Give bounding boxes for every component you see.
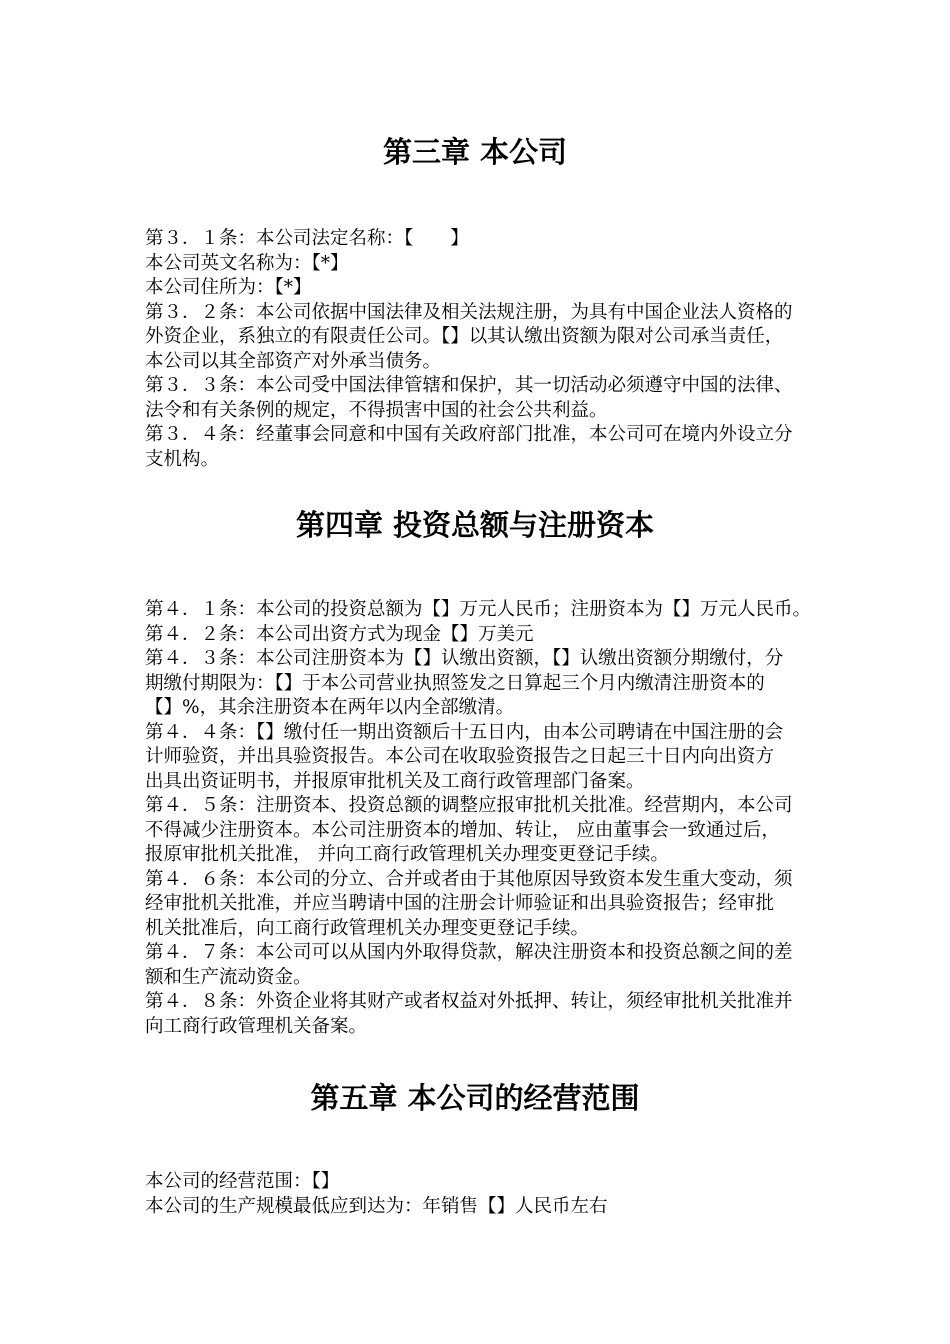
text-line: 支机构。 xyxy=(145,448,220,470)
text-line: 本公司的经营范围：【】 xyxy=(145,1171,340,1192)
text-line: 第４．１条：本公司的投资总额为【】万元人民币；注册资本为【】万元人民币。 xyxy=(145,599,812,620)
text-line: 期缴付期限为：【】于本公司营业执照签发之日算起三个月内缴清注册资本的 xyxy=(145,672,765,694)
text-line: 第３．１条：本公司法定名称：【 】 xyxy=(145,228,469,249)
text-line: 出具出资证明书，并报原审批机关及工商行政管理部门备案。 xyxy=(145,770,645,792)
text-line: 向工商行政管理机关备案。 xyxy=(145,1015,368,1037)
text-line: 第４．７条：本公司可以从国内外取得贷款，解决注册资本和投资总额之间的差 xyxy=(145,942,793,963)
text-line: 额和生产流动资金。 xyxy=(145,966,312,988)
chapter-3-body xyxy=(145,227,820,472)
text-line: 本公司的生产规模最低应到达为：年销售【】人民币左右 xyxy=(145,1195,608,1217)
text-line: 第４．６条：本公司的分立、合并或者由于其他原因导致资本发生重大变动，须 xyxy=(145,868,793,890)
chapter-4-title: 第四章 投资总额与注册资本 xyxy=(295,508,655,542)
chapter-5-body xyxy=(145,1170,820,1219)
text-line: 第３．４条：经董事会同意和中国有关政府部门批准，本公司可在境内外设立分 xyxy=(145,424,793,445)
text-line: 第４．５条：注册资本、投资总额的调整应报审批机关批准。经营期内，本公司 xyxy=(145,795,793,816)
text-line: 第４．２条：本公司出资方式为现金【】万美元 xyxy=(145,623,534,645)
text-line: 第４．８条：外资企业将其财产或者权益对外抵押、转让，须经审批机关批准并 xyxy=(145,991,793,1012)
text-line: 法令和有关条例的规定，不得损害中国的社会公共利益。 xyxy=(145,399,608,421)
text-line: 本公司英文名称为：【*】 xyxy=(145,252,349,274)
text-line: 报原审批机关批准， 并向工商行政管理机关办理变更登记手续。 xyxy=(145,844,669,865)
text-line: 计师验资，并出具验资报告。本公司在收取验资报告之日起三十日内向出资方 xyxy=(145,746,775,767)
text-line: 不得减少注册资本。本公司注册资本的增加、转让， 应由董事会一致通过后， xyxy=(145,819,780,841)
text-line: 经审批机关批准，并应当聘请中国的注册会计师验证和出具验资报告；经审批 xyxy=(145,893,775,914)
chapter-5-title: 第五章 本公司的经营范围 xyxy=(310,1081,640,1115)
text-line: 第４．４条：【】缴付任一期出资额后十五日内，由本公司聘请在中国注册的会 xyxy=(145,721,784,743)
chapter-3-title: 第三章 本公司 xyxy=(382,135,568,169)
text-line: 第３．２条：本公司依据中国法律及相关法规注册，为具有中国企业法人资格的 xyxy=(145,301,793,323)
text-line: 本公司以其全部资产对外承当债务。 xyxy=(145,350,442,372)
text-line: 第３．３条：本公司受中国法律管辖和保护，其一切活动必须遵守中国的法律、 xyxy=(145,375,793,396)
text-line: 外资企业，系独立的有限责任公司。【】以其认缴出资额为限对公司承当责任， xyxy=(145,326,784,347)
text-line: 机关批准后，向工商行政管理机关办理变更登记手续。 xyxy=(145,917,590,939)
text-line: 本公司住所为：【*】 xyxy=(145,277,312,298)
chapter-4-body xyxy=(145,598,820,1039)
text-line: 【】%，其余注册资本在两年以内全部缴清。 xyxy=(145,697,515,718)
text-line: 第４．３条：本公司注册资本为【】认缴出资额，【】认缴出资额分期缴付，分 xyxy=(145,648,784,669)
